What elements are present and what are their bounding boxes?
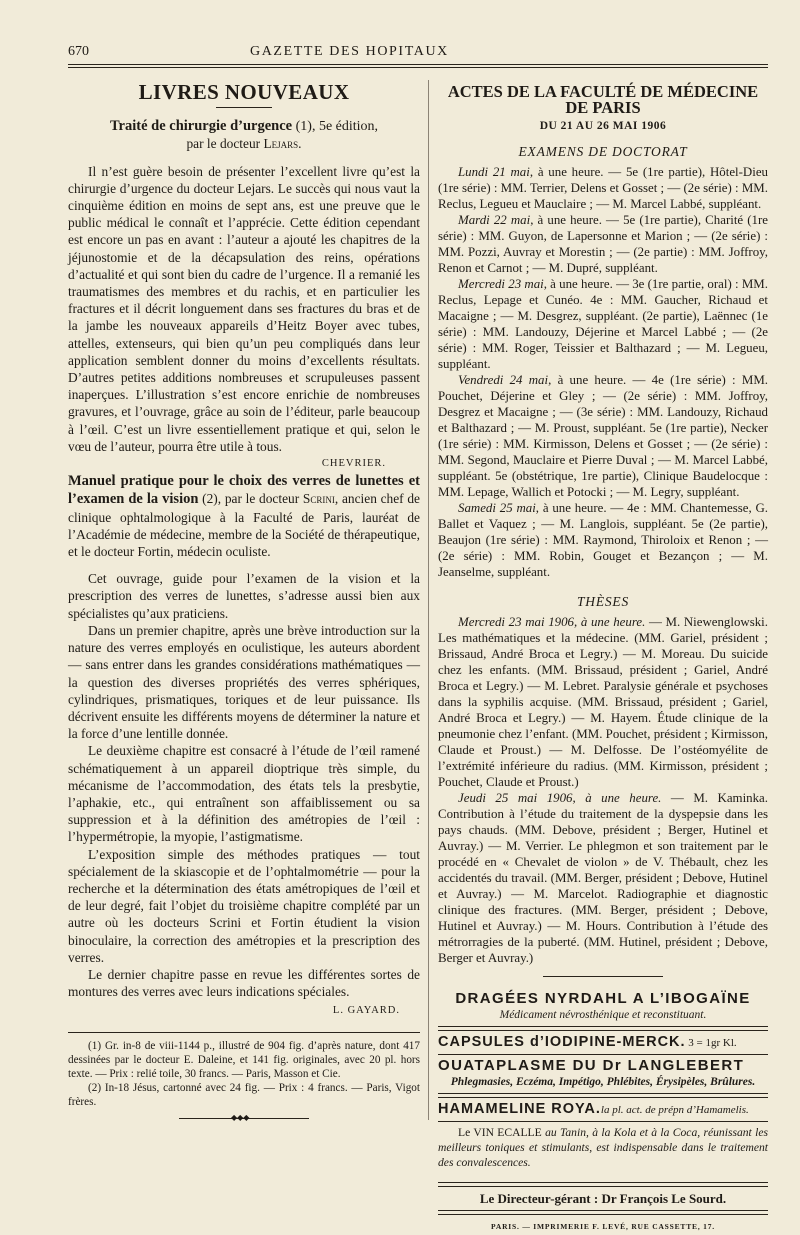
exam-entry: Lundi 21 mai, à une heure. — 5e (1re partie), Hôtel-Dieu (1re série) : MM. Terrier, Delens et Gosset ; — (2e série) : MM. Reclus, Legueu et Mauclaire ; — M. Marcel Labbé, suppléant. (438, 165, 768, 211)
ad-vin-ecalle: Le VIN ECALLE au Tanin, à la Kola et à la Coca, réunissant les meilleurs toniques et stimulants, est indispensable dans le traitement des convalescences. (438, 1126, 768, 1169)
ad-rule (438, 1182, 768, 1187)
right-column (438, 84, 768, 1235)
ad-rule (438, 1054, 768, 1055)
book2-byline-a: , par le docteur (217, 491, 303, 507)
ad-rule (438, 1121, 768, 1122)
section-title-actes: ACTES DE LA FACULTÉ DE MÉDECINE DE PARIS (447, 82, 759, 117)
footnote: (1) Gr. in-8 de viii-1144 p., illustré de 904 fig. d’après nature, dont 417 dessinées par le docteur E. Daleine, et 141 fig. originales, avec 20 pl. hors texte. — Prix : relié toile, 30 francs. — Paris, Masson et Cie. (68, 1039, 420, 1080)
book1-note-mark: (1) (295, 119, 312, 135)
running-title: GAZETTE DES HOPITAUX (250, 44, 449, 59)
book2-author: Scrini (302, 491, 335, 507)
ad-ouataplasme-title: OUATAPLASME DU Dr LANGLEBERT (438, 1057, 745, 1074)
ad-rule (438, 1093, 768, 1098)
book2-heading (68, 472, 420, 560)
ornament-rule (179, 1112, 309, 1122)
dateline: DU 21 AU 26 MAI 1906 (539, 120, 667, 132)
book1-author: Lejars. (263, 136, 302, 152)
book2-paragraph: L’exposition simple des méthodes pratiques — tout spécialement de la skiascopie et de l’ophtalmométrie — pour la recherche et la détermination des états amétropiques de l’œil et de leur degré, fait l’objet du troisième chapitre complété par un autre où les docteurs Scrini et Fortin étudient la vision binoculaire, la correction des amétropies et la prescription des verres. (68, 846, 420, 965)
theses-heading: THÈSES (576, 594, 630, 609)
footnote: (2) In-18 Jésus, cartonné avec 24 fig. — Prix : 4 francs. — Paris, Vigot frères. (68, 1082, 420, 1109)
ad-hamameline: HAMAMELINE ROYA.la pl. act. de prépn d’Hamamelis. (438, 1101, 749, 1117)
book2-signature: L. GAYARD. (332, 1005, 400, 1017)
exam-entry: Samedi 25 mai, à une heure. — 4e : MM. Chantemesse, G. Ballet et Vaquez ; — M. Langlois, suppléant. 5e (2e partie), Beaujon (1re série) : MM. Raymond, Thiroloix et Renon ; — (2e série) : MM. Robin, Gouget et Bezançon ; — M. Jeanselme, suppléant. (438, 501, 769, 579)
book1-title-line (68, 118, 420, 135)
ad-rule (438, 1026, 768, 1031)
book1-signature: CHEVRIER. (321, 458, 386, 470)
thesis-entry: Mercredi 23 mai 1906, à une heure. — M. Niewenglowski. Les mathématiques et la médecine. (MM. Gariel, président ; Brissaud, André Broca et Legry.) — M. Moreau. Du suicide chez les enfants. (MM. Brissaud, président ; Gariel, André Broca et Legry.) — M. Lebret. Paralysie générale et psychoses dans la syphilis acquise. (MM. Brissaud, président ; Gariel, André Broca et Legry.) — M. Hayem. Étude clinique de la pneumonie chez l’enfant. (MM. Pouchet, président ; Kirmisson, Claude et Proust.) — M. Delfosse. De l’ostéomyélite de l’extrémité inférieure du radius. (MM. Kirmisson, président ; Pouchet, Claude et Proust.) (438, 615, 768, 789)
exam-entry: Vendredi 24 mai, à une heure. — 4e (1re série) : MM. Pouchet, Déjerine et Gley ; — (2e série) : MM. Joffroy, Desgrez et Macaigne ; — (3e série) : MM. Landouzy, Richaud et Balthazard ; — M. Proust, suppléant. 5e (1re partie), Necker (1re série) : MM. Kirmisson, Delens et Gosset ; — (2e série) : MM. Segond, Mauclaire et Pierre Duval ; — M. Marcel Labbé, suppléant. 5e (obstétrique, 1re partie), Clinique Baudelocque : MM. Lepage, Wallich et Potocki ; — M. Legry, suppléant. (438, 373, 768, 499)
exams-heading: EXAMENS DE DOCTORAT (518, 144, 688, 159)
title-rule (216, 107, 272, 108)
ad-rule (438, 1210, 768, 1215)
margin-mark (56, 640, 66, 790)
header-rule (68, 64, 768, 65)
section-title-livres: LIVRES NOUVEAUX (138, 80, 350, 104)
footnote-rule (68, 1032, 420, 1033)
exam-entry: Mardi 22 mai, à une heure. — 5e (1re partie), Charité (1re série) : MM. Guyon, de Lapersonne et Marion ; — (2e série) : MM. Pozzi, Auvray et Morestin ; — (2e partie) : MM. Joffroy, Renon et Carnot ; — M. Dupré, suppléant. (438, 213, 768, 275)
ad-ouataplasme-sub: Phlegmasies, Eczéma, Impétigo, Phlébites, Érysipèles, Brûlures. (450, 1076, 756, 1088)
ad-capsules: CAPSULES d’IODIPINE-MERCK. 3 = 1gr Kl. (438, 1034, 737, 1050)
book2-title: Manuel pratique pour le choix des verres de lunettes et l’examen de la vision (68, 473, 420, 508)
book2-byline-b: , ancien chef de clinique ophtalmologique à la Faculté de Paris, lauréat de l’Académie de médecine, membre de la Société de thérapeutique, et le docteur Fortin, médecin oculiste. (68, 491, 421, 560)
column-divider (428, 80, 429, 1120)
book2-paragraph: Dans un premier chapitre, après une brève introduction sur la nature des verres employés en oculistique, les auteurs abordent — sans entrer dans les grandes considérations mathématiques — la question des diverses propriétés des verres sphériques, cylindriques, prismatiques, toriques et de leur puissance. Ils décrivent ensuite les différents moyens de déterminer la nature et la force d’une lentille donnée. (68, 622, 420, 742)
book1-review: Il n’est guère besoin de présenter l’excellent livre qu’est la chirurgie d’urgence du docteur Lejars. Le succès qui nous vaut la cinquième édition en moins de sept ans, est une preuve que le public médical le connaît et l’apprécie. Cette édition cependant est encore un pas en avant : l’auteur a ajouté les chapitres de la jéjunostomie et de la décapsulation des reins, opérations d’actualité et qui sont bien du cadre de l’urgence. Il a remanié les traumatismes des membres et du rachis, et en particulier les fractures et il décrit longuement dans ses fractures du bras et de la jambe les nouveaux appareils d’Heitz Boyer avec tubes, attelles, extenseurs, qui bien qu’un peu compliqués dans leur application semblent donner du moins d’excellents résultats. D’autres petites additions nombreuses et scrupuleuses passent inaperçues. L’illustration s’est encore enrichie de nombreuses gravures, et l’ouvrage, grâce au soin de l’éditeur, parle beaucoup à l’œil. C’est un livre essentiellement pratique et qui, selon le vœu de l’auteur, pourra être utile à tous. (68, 163, 420, 454)
advertisements (438, 991, 768, 1235)
ornament-icon: ◆◆◆ (231, 1112, 250, 1122)
book1-title: Traité de chirurgie d’urgence (109, 118, 293, 135)
book2-note-mark: (2) (202, 491, 218, 507)
exam-entry: Mercredi 23 mai, à une heure. — 3e (1re partie, oral) : MM. Reclus, Lepage et Cunéo. 4e : MM. Gaucher, Richaud et Macaigne ; — M. Desgrez, suppléant. (2e partie), Laënnec (1e série) : MM. Landouzy, Déjerine et Marcel Labbé ; — (2e série) : MM. Roger, Teissier et Balthazard ; — M. Legueu, suppléant. (438, 277, 768, 371)
book2-paragraph: Cet ouvrage, guide pour l’examen de la vision et la prescription des verres de lunettes, s’adresse aussi bien aux spécialistes qu’aux praticiens. (68, 571, 420, 621)
ad-dragees-sub: Médicament névrosthénique et reconstituant. (499, 1009, 707, 1021)
director-line: Le Directeur-gérant : Dr François Le Sourd. (479, 1191, 727, 1206)
section-rule (543, 976, 663, 977)
imprint-line: PARIS. — IMPRIMERIE F. LEVÉ, RUE CASSETTE, 17. (491, 1222, 715, 1231)
page-number: 670 (68, 44, 89, 59)
ad-dragees-title: DRAGÉES NYRDAHL A L’IBOGAÏNE (455, 990, 751, 1007)
book1-author-prefix: par le docteur (186, 136, 264, 152)
left-column (68, 80, 421, 1122)
header-rule-second (68, 67, 768, 68)
book1-edition: , 5e édition, (311, 119, 379, 135)
thesis-entry: Jeudi 25 mai 1906, à une heure. — M. Kaminka. Contribution à l’étude du traitement de la dyspepsie dans les pays chauds. (MM. Debove, président ; Berger, Hutinel et Auvray.) — M. Verrier. Le phlegmon et son traitement par le procédé en « Chevalet de violon » de V. Thébault, chez les accidentés du travail. (MM. Berger, président ; Debove, Hutinel et Auvray.) — M. Marcelot. Radiographie et diagnostic clinique des fractures. (MM. Berger, président ; Debove, Hutinel et Auvray.) — M. Hours. Contribution à l’étude des métrorragies de la puberté. (MM. Hutinel, président ; Debove, Berger et Auvray.) (438, 791, 769, 965)
book1-author-line (68, 135, 420, 152)
book2-paragraph: Le dernier chapitre passe en revue les différentes sortes de montures des verres avec leurs indications spéciales. (68, 966, 420, 1000)
book2-paragraph: Le deuxième chapitre est consacré à l’étude de l’œil ramené schématiquement à un appareil dioptrique très simple, du mécanisme de l’accommodation, des états tels la presbytie, l’aphakie, etc., qui entraînent son affaiblissement ou sa suppression et à la définition des amétropies de l’œil : l’hypermétropie, la myopie, l’astigmatisme. (68, 743, 420, 845)
